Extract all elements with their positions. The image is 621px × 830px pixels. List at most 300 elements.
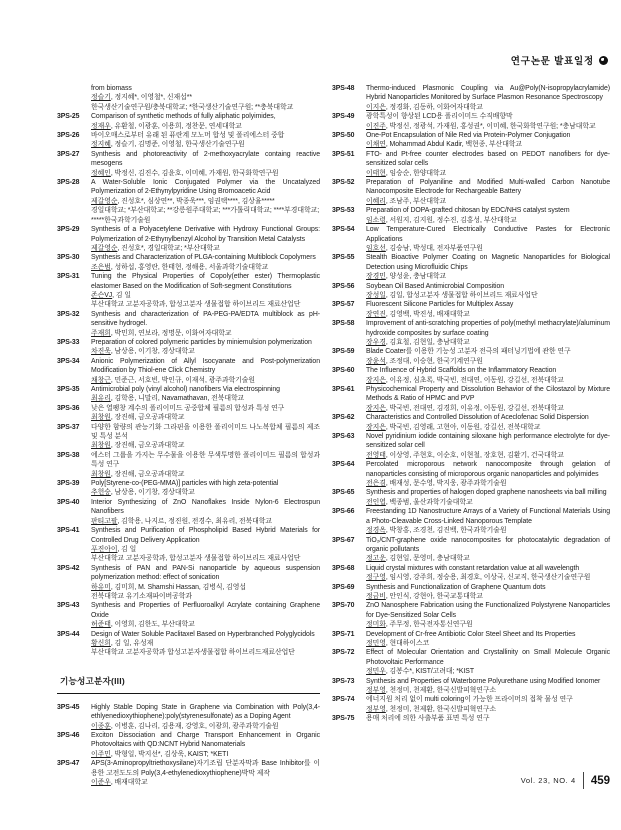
entry-authors bbox=[91, 347, 320, 356]
entry-authors bbox=[366, 291, 610, 300]
entry-body bbox=[91, 423, 320, 451]
first-author: 임호선 bbox=[366, 244, 386, 252]
entry-authors bbox=[366, 376, 610, 385]
entry-body bbox=[91, 150, 320, 178]
entry-number: 3PS-70 bbox=[332, 602, 355, 610]
coauthors: , 이유정, 심초록, 박국빈, 전대연, 이동원, 강길선, 전북대학교 bbox=[385, 376, 564, 384]
entry-body bbox=[91, 498, 320, 526]
entry-body bbox=[366, 300, 610, 319]
coauthors: , 정슬기, 김명준, 이영철, 한국생산기술연구원 bbox=[110, 141, 245, 149]
entry-number: 3PS-33 bbox=[57, 338, 80, 346]
coauthors: , 임승순, 한양대학교 bbox=[385, 169, 447, 177]
affiliation: 부산대학교 고분자공학과, 합성고분자 생물접합 하이브리드 재료산업단 bbox=[91, 301, 301, 309]
first-author: 차진욱 bbox=[91, 348, 111, 356]
coauthors: , 안인식, 강현아, 한국교통대학교 bbox=[385, 592, 483, 600]
entry-body bbox=[91, 131, 320, 150]
entry-title: A Water-Soluble Ionic Conjugated Polymer via the Uncatalyzed Polymerization of 2-Ethynylpyridine Using Bromoacetic Acid bbox=[91, 179, 320, 196]
paper-entry bbox=[332, 300, 610, 319]
paper-entry bbox=[332, 648, 610, 676]
paper-entry bbox=[332, 206, 610, 225]
first-author: 장경민 bbox=[366, 273, 386, 281]
entry-number: 3PS-27 bbox=[57, 150, 80, 158]
coauthors: , 천정미, 천제환, 한국신발피혁연구소 bbox=[385, 705, 497, 713]
first-author: 정혜인 bbox=[91, 169, 111, 177]
entry-body bbox=[366, 282, 610, 301]
entry-title: Preparation of Polyaniline and Modified Multi-walled Carbon Nanotube Nanocomposite Electrode for Rechargeable Battery bbox=[366, 179, 610, 196]
coauthors: , 진성호*, 심상연**, 박종욱***, 임권택****, 김상율***** bbox=[117, 197, 275, 205]
entry-title: Characteristics and Controlled Dissolution of Aceclofenac Solid Dispersion bbox=[366, 414, 589, 422]
page-header bbox=[511, 53, 608, 67]
entry-authors bbox=[91, 244, 320, 253]
paper-entry bbox=[332, 601, 610, 629]
entry-authors bbox=[366, 554, 610, 563]
filled-circle-icon bbox=[599, 56, 608, 65]
coauthors: , 박민희, 연보라, 정명문, 이화여자대학교 bbox=[110, 329, 232, 337]
entry-authors bbox=[366, 667, 610, 676]
first-author: 이진주 bbox=[366, 122, 386, 130]
coauthors: , 배재성, 문수영, 박지웅, 광주과학기술원 bbox=[385, 480, 507, 488]
coauthors: , 민준근, 서호빈, 박인규, 이재석, 광주과학기술원 bbox=[110, 376, 255, 384]
coauthors: , 박형일, 박지선*, 김상욱, KAIST; *KETI bbox=[110, 750, 229, 758]
first-author: 장성일 bbox=[366, 291, 386, 299]
entry-authors bbox=[91, 169, 320, 178]
entry-title: 에스터 그룹을 가지는 무수물을 이용한 무색투명한 폴리이미드 필름의 합성과 특성 연구 bbox=[91, 451, 320, 469]
entry-title: Synthesis and Properties of Perfluoroalkyl Acrylate containing Graphene Oxide bbox=[91, 602, 320, 619]
paper-entry bbox=[332, 695, 610, 714]
first-author: 장윤석 bbox=[366, 357, 386, 365]
entry-title: Anionic Polymerization of Allyl Isocyanate and Post-polymerization Modification by Thiol-ene Click Chemistry bbox=[91, 357, 320, 375]
entry-title: Thermo-induced Plasmonic Coupling via Au@Poly(N-isopropylacrylamide) Hybrid Nanoparticles Monitored by Surface Plasmon Resonance Spectroscopy bbox=[366, 85, 610, 102]
entry-title: Antimicrobial poly (vinyl alcohol) nanofibers Via electrospinning bbox=[91, 386, 280, 393]
entry-title: Preparation of colored polymeric particles by miniemulsion polymerization bbox=[91, 338, 312, 346]
entry-authors bbox=[91, 413, 320, 422]
entry-body bbox=[366, 150, 610, 178]
entry-title: Effect of Molecular Orientation and Crystallinity on Small Molecule Organic Photovoltaic Performance bbox=[366, 649, 610, 666]
paper-entry bbox=[57, 404, 320, 423]
entry-authors bbox=[91, 329, 320, 338]
paper-entry bbox=[57, 357, 320, 385]
entry-body bbox=[91, 526, 320, 564]
entry-number: 3PS-41 bbox=[57, 527, 80, 535]
first-author: 조은범 bbox=[91, 263, 111, 271]
entry-title: Synthesis and characterization of PA-PEG-PA/EDTA multiblock as pH-sensitive hydrogel. bbox=[91, 310, 320, 328]
coauthors: , 박국빈, 김영래, 고현아, 이동원, 강길선, 전북대학교 bbox=[385, 423, 541, 431]
entry-body bbox=[366, 630, 610, 649]
program-columns bbox=[57, 84, 610, 787]
entry-body bbox=[91, 479, 320, 498]
first-author: 이종훈 bbox=[91, 722, 111, 730]
entry-title: 다양한 함량의 관능기화 그라핀을 이용한 폴리이미드 나노복합체 필름의 제조 및 특성 분석 bbox=[91, 423, 320, 441]
entry-number: 3PS-43 bbox=[57, 602, 80, 610]
paper-entry bbox=[57, 731, 320, 759]
entry-title: Fluorescent Silicone Particles for Multiplex Assay bbox=[366, 301, 514, 309]
entry-authors bbox=[366, 338, 610, 347]
first-author: 제갈영순 bbox=[91, 197, 118, 205]
coauthors: , 김일, 합성고분자 생물접합 하이브리드 재료사업단 bbox=[385, 291, 538, 299]
entry-title: 낮은 열팽창 계수의 폴리이미드 공중합체 필름의 합성과 특성 연구 bbox=[91, 404, 285, 412]
section-title: 기능성고분자(III) bbox=[60, 675, 125, 686]
entry-title: 광학특성이 향상된 LCD용 폴리이미드 수직배향막 bbox=[366, 113, 513, 121]
entry-title: The Influence of Hybrid Scaffolds on the Inflammatory Reaction bbox=[366, 367, 557, 375]
affiliation: 부산대학교 고분자공학과, 합성고분자 생물접합 하이브리드 재료사업단 bbox=[91, 555, 301, 563]
first-author: 채창근 bbox=[91, 376, 111, 384]
entry-title: Poly[Styrene-co-(PEG-MMA)] particles with high zeta-potential bbox=[91, 480, 279, 488]
entry-number: 3PS-58 bbox=[332, 320, 355, 328]
entry-authors bbox=[366, 686, 610, 695]
entry-authors bbox=[366, 620, 610, 629]
entry-title: Comparison of synthetic methods of fully aliphatic polyimides, bbox=[91, 113, 276, 121]
entry-title: Design of Water Soluble Paclitaxel Based on Hyperbranched Polyglycidols bbox=[91, 630, 315, 638]
entry-authors bbox=[91, 750, 320, 759]
entry-title: 에너지원 처리 없이 multi coloring이 가능한 프라이머의 접착 물성 연구 bbox=[366, 696, 573, 704]
entry-body bbox=[366, 347, 610, 366]
entry-authors bbox=[366, 310, 610, 319]
first-author: 존슨VJ bbox=[91, 291, 113, 299]
entry-title: Synthesis and Functionalization of Graphene Quantum dots bbox=[366, 583, 546, 591]
entry-body bbox=[91, 703, 320, 731]
entry-title: Synthesis and Purification of Phospholipid Based Hybrid Materials for Controlled Drug Delivery Application bbox=[91, 527, 320, 544]
first-author: 장지은 bbox=[366, 376, 386, 384]
first-author: 장지은 bbox=[366, 404, 386, 412]
entry-authors bbox=[91, 488, 320, 497]
entry-authors bbox=[366, 451, 610, 460]
entry-number: 3PS-74 bbox=[332, 696, 355, 704]
entry-authors bbox=[366, 216, 610, 225]
paper-entry bbox=[332, 282, 610, 301]
entry-authors bbox=[366, 122, 610, 131]
entry-authors bbox=[366, 639, 610, 648]
paper-entry bbox=[57, 703, 320, 731]
coauthors: , 진성호*, 경일대학교; *부산대학교 bbox=[117, 244, 220, 252]
coauthors: , 김학용, 나지르, 정진원, 전경수, 최유리, 전북대학교 bbox=[117, 517, 272, 525]
entry-body bbox=[366, 601, 610, 629]
entry-title: Physicochemical Property and Dissolution Behavior of the Cilostazol by Mixture Methods & Ratio of HPMC and PVP bbox=[366, 386, 610, 403]
entry-number: 3PS-68 bbox=[332, 564, 355, 572]
first-author: 전인엽 bbox=[366, 498, 386, 506]
first-author: 이지은 bbox=[366, 103, 386, 111]
entry-title: FTO- and Pt-free counter electrodes based on PEDOT nanofibers for dye-sensitized solar cells bbox=[366, 150, 610, 168]
entry-authors bbox=[91, 263, 320, 272]
coauthors: , 김승남, 박성대, 전자부품연구원 bbox=[385, 244, 483, 252]
paper-entry bbox=[57, 178, 320, 225]
entry-authors bbox=[91, 394, 320, 403]
entry-number: 3PS-55 bbox=[332, 254, 355, 262]
entry-authors bbox=[91, 122, 320, 131]
entry-body bbox=[91, 338, 320, 357]
entry-body bbox=[366, 413, 610, 432]
entry-authors bbox=[91, 197, 320, 206]
coauthors: , 조정대, 이승현, 한국기계연구원 bbox=[385, 357, 483, 365]
entry-title: Liquid crystal mixtures with constant retardation value at all wavelength bbox=[366, 564, 580, 572]
first-author: 이주민 bbox=[91, 750, 111, 758]
coauthors: , 김 일, 유성재 bbox=[110, 639, 154, 647]
entry-authors bbox=[366, 244, 610, 253]
entry-title: ZnO Nanosphere Fabrication using the Functionalized Polystyrene Nanoparticles for Dye-Sensitized Solar Cells bbox=[366, 602, 610, 619]
entry-title: TiO₂/CNT-graphene oxide nanocomposites for photocatalytic degradation of organic pollutants bbox=[366, 536, 610, 553]
entry-body bbox=[366, 564, 610, 583]
entry-body bbox=[366, 319, 610, 347]
entry-body bbox=[366, 507, 610, 535]
paper-entry bbox=[57, 253, 320, 272]
coauthors: , 조남주, 부산대학교 bbox=[385, 197, 447, 205]
paper-entry bbox=[332, 319, 610, 347]
entry-number: 3PS-35 bbox=[57, 386, 80, 393]
coauthors: , 임시영, 강주희, 정승용, 최경호, 이상국, 신교직, 한국생산기술연구원 bbox=[385, 574, 591, 582]
coauthors: , 김영백, 박진성, 배재대학교 bbox=[385, 310, 470, 318]
coauthors: , 김 일 bbox=[117, 545, 137, 553]
footer-divider bbox=[583, 772, 584, 789]
entry-body bbox=[366, 488, 610, 507]
entry-title: Blade Coater를 이용한 기능성 고분자 전극의 패터닝기법에 관한 연구 bbox=[366, 348, 571, 356]
paper-entry bbox=[332, 150, 610, 178]
paper-entry bbox=[57, 338, 320, 357]
first-author: 정민영 bbox=[366, 639, 386, 647]
coauthors: , 양성윤, 충남대학교 bbox=[385, 273, 447, 281]
paper-entry bbox=[332, 583, 610, 602]
entry-body bbox=[366, 206, 610, 225]
entry-body bbox=[91, 759, 320, 787]
coauthors: , 남상용, 이기창, 경상대학교 bbox=[110, 489, 195, 497]
coauthors: , 서원지, 김지원, 정수진, 김홍성, 부산대학교 bbox=[385, 216, 517, 224]
paper-entry bbox=[332, 253, 610, 281]
entry-number: 3PS-47 bbox=[57, 760, 80, 768]
entry-number: 3PS-38 bbox=[57, 451, 80, 459]
coauthors: , 김 일 bbox=[112, 291, 131, 299]
entry-body bbox=[366, 583, 610, 602]
coauthors: , 성하섭, 홍영란, 한태현, 정해용, 서울과학기술대학교 bbox=[110, 263, 269, 271]
paper-entry bbox=[57, 759, 320, 787]
entry-authors bbox=[91, 545, 320, 554]
entry-authors bbox=[366, 169, 610, 178]
entry-body bbox=[366, 460, 610, 488]
coauthors: , 천정미, 천제환, 한국신발피혁연구소 bbox=[385, 687, 497, 694]
entry-number: 3PS-62 bbox=[332, 414, 355, 422]
entry-number: 3PS-48 bbox=[332, 85, 355, 92]
coauthors: , 이영희, 김한도, 부산대학교 bbox=[110, 621, 195, 629]
paper-entry bbox=[332, 413, 610, 432]
paper-entry bbox=[57, 630, 320, 658]
entry-authors bbox=[91, 140, 320, 149]
volume-label: Vol. 23, NO. 4 bbox=[520, 776, 576, 785]
entry-number: 3PS-66 bbox=[332, 508, 355, 516]
paper-entry bbox=[57, 423, 320, 451]
entry-authors bbox=[91, 620, 320, 629]
entry-body bbox=[91, 357, 320, 385]
entry-authors bbox=[91, 291, 320, 300]
entry-number: 3PS-29 bbox=[57, 226, 80, 234]
entry-body bbox=[91, 84, 320, 112]
first-author: 정지혜 bbox=[91, 141, 111, 149]
coauthors: , 장진해, 금오공과대학교 bbox=[110, 442, 185, 450]
coauthors: , 유환철, 이광훈, 이용희, 정찬문, 연세대학교 bbox=[110, 122, 242, 130]
entry-authors bbox=[366, 197, 610, 206]
entry-authors bbox=[91, 93, 320, 102]
first-author: 정슬기 bbox=[91, 94, 111, 102]
coauthors: , 주무정, 한국전자통신연구원 bbox=[385, 621, 473, 629]
paper-entry bbox=[332, 488, 610, 507]
entry-number: 3PS-37 bbox=[57, 423, 80, 431]
entry-authors bbox=[91, 517, 320, 526]
first-author: 최창원 bbox=[91, 442, 111, 450]
entry-number: 3PS-60 bbox=[332, 367, 355, 375]
paper-entry bbox=[332, 84, 610, 112]
entry-authors bbox=[366, 103, 610, 112]
entry-number: 3PS-64 bbox=[332, 461, 355, 469]
first-author: 장지은 bbox=[366, 423, 386, 431]
paper-entry bbox=[332, 112, 610, 131]
entry-title: Novel pyridinium iodide containing siloxane high performance electrolyte for dye-sensitized solar cell bbox=[366, 433, 610, 450]
paper-entry bbox=[57, 526, 320, 564]
paper-entry bbox=[332, 178, 610, 206]
first-author: 푸진아이 bbox=[91, 545, 118, 553]
first-author: 정고운 bbox=[366, 555, 386, 563]
coauthors: , 박국빈, 전대연, 김경희, 이유정, 이동원, 강길선, 전북대학교 bbox=[385, 404, 564, 412]
coauthors: , 정경화, 김동하, 이화여자대학교 bbox=[385, 103, 483, 111]
paper-entry bbox=[332, 714, 610, 723]
affiliation: 경일대학교; *부산대학교; **강릉원주대학교; ***가톨릭대학교; ****부경대학교; *****한국과학기술원 bbox=[91, 207, 320, 224]
entry-authors bbox=[366, 526, 610, 535]
entry-body bbox=[366, 536, 610, 564]
entry-number: 3PS-36 bbox=[57, 404, 80, 412]
entry-number: 3PS-59 bbox=[332, 348, 355, 356]
entry-number: 3PS-57 bbox=[332, 301, 355, 309]
first-author: 정민우 bbox=[366, 668, 386, 676]
paper-entry bbox=[332, 366, 610, 385]
coauthors: , 김미희, M. Shamshi Hassan, 김병식, 김영섭 bbox=[110, 583, 247, 591]
paper-entry bbox=[332, 131, 610, 150]
entry-body bbox=[366, 84, 610, 112]
entry-number: 3PS-67 bbox=[332, 536, 355, 544]
coauthors: , 남상용, 이기창, 경상대학교 bbox=[110, 348, 195, 356]
entry-body bbox=[366, 714, 610, 723]
entry-title: Synthesis and properties of halogen doped graphene nanosheets via ball milling bbox=[366, 489, 607, 497]
entry-body bbox=[366, 695, 610, 714]
entry-authors bbox=[366, 423, 610, 432]
entry-body bbox=[91, 385, 320, 404]
entry-number: 3PS-50 bbox=[332, 132, 355, 140]
page-number: 459 bbox=[590, 774, 610, 787]
entry-title: Improvement of anti-scratching properties of poly(methyl methacrylate)/aluminum hydroxide composites by surface coating bbox=[366, 320, 610, 337]
paper-entry bbox=[57, 150, 320, 178]
entry-body bbox=[366, 131, 610, 150]
coauthors: , 김학용, 니말리, Navamathavan, 전북대학교 bbox=[110, 395, 245, 403]
coauthors: , 장진해, 금오공과대학교 bbox=[110, 414, 185, 422]
entry-title: Preparation of DOPA-grafted chitosan by EDC/NHS catalyst system bbox=[366, 207, 570, 215]
affiliation: 한국생산기술연구원/충북대학교; *한국생산기술연구원; **충북대학교 bbox=[91, 103, 294, 111]
paper-entry bbox=[332, 460, 610, 488]
paper-entry bbox=[57, 112, 320, 131]
entry-title: Freestanding 1D Nanostructure Arrays of a Variety of Functional Materials Using a Photo-Cleavable Cross-Linked Nanoporous Template bbox=[366, 508, 610, 525]
entry-body bbox=[91, 404, 320, 423]
entry-number: 3PS-71 bbox=[332, 630, 355, 638]
entry-title: Synthesis and photoreactivity of 2-methoxyacrylate containg reactive mesogens bbox=[91, 150, 320, 168]
paper-entry bbox=[332, 630, 610, 649]
first-author: 이채연 bbox=[366, 141, 386, 149]
entry-authors bbox=[366, 592, 610, 601]
first-author: 최유리 bbox=[91, 395, 111, 403]
entry-number: 3PS-42 bbox=[57, 564, 80, 572]
first-author: 정재우 bbox=[91, 122, 111, 130]
coauthors: , 김효철, 김현일, 충남대학교 bbox=[385, 338, 470, 346]
entry-authors bbox=[366, 498, 610, 507]
paper-entry bbox=[57, 131, 320, 150]
entry-body bbox=[366, 385, 610, 413]
entry-body bbox=[91, 253, 320, 272]
paper-entry bbox=[332, 677, 610, 696]
entry-title: Tuning the Physical Properties of Copoly(ether ester) Thermoplastic elastomer Based on the Modification of Soft-segment Constitutions bbox=[91, 273, 320, 290]
entry-title: from biomass bbox=[91, 85, 132, 92]
first-author: 제갈영순 bbox=[91, 244, 118, 252]
coauthors: , 박창홍, 조경천, 김진백, 한국과학기술원 bbox=[385, 527, 507, 535]
entry-number: 3PS-53 bbox=[332, 207, 355, 215]
entry-number: 3PS-31 bbox=[57, 273, 80, 281]
paper-entry bbox=[57, 84, 320, 112]
first-author: 정부영 bbox=[366, 705, 386, 713]
entry-body bbox=[91, 630, 320, 658]
entry-number: 3PS-32 bbox=[57, 310, 80, 318]
first-author: 전은겸 bbox=[366, 480, 386, 488]
paper-entry bbox=[57, 479, 320, 498]
paper-entry bbox=[332, 564, 610, 583]
entry-authors bbox=[91, 376, 320, 385]
paper-entry bbox=[332, 385, 610, 413]
entry-title: Highly Stable Doping State in Graphene via Combination with Poly(3,4-ethlyenedioxythiophene):poly(styrenesulfonate) as a Doping Agent bbox=[91, 703, 320, 721]
entry-number: 3PS-30 bbox=[57, 254, 80, 262]
entry-authors bbox=[91, 470, 320, 479]
first-author: 정부영 bbox=[366, 687, 386, 694]
paper-entry bbox=[332, 536, 610, 564]
paper-entry bbox=[332, 507, 610, 535]
entry-number: 3PS-46 bbox=[57, 732, 80, 739]
entry-body bbox=[366, 366, 610, 385]
first-author: 주재희 bbox=[91, 329, 111, 337]
coauthors: , 이상영, 주현호, 이순호, 이현철, 장호현, 김환기, 건국대학교 bbox=[385, 451, 564, 459]
coauthors: , 박정신, 김진수, 김윤호, 이미혜, 가재원, 한국화학연구원 bbox=[110, 169, 279, 177]
entry-title: Exciton Dissociation and Charge Transport Enhancement in Organic Photovoltaics with QD:NCNT Hybrid Nanomaterials bbox=[91, 732, 320, 749]
paper-entry bbox=[332, 432, 610, 460]
first-author: 이준우 bbox=[91, 779, 111, 787]
entry-number: 3PS-72 bbox=[332, 649, 355, 657]
entry-authors bbox=[91, 722, 320, 731]
first-author: 정미화 bbox=[366, 621, 386, 629]
first-author: 이태현 bbox=[366, 169, 386, 177]
first-author: 황신희 bbox=[91, 639, 111, 647]
entry-number: 3PS-69 bbox=[332, 583, 355, 591]
entry-title: Synthesis and Properties of Waterborne Polyurethane using Modified Ionomer bbox=[366, 677, 601, 685]
first-author: 최창원 bbox=[91, 470, 111, 478]
entry-title: Percolated microporous network nanocomposite through gelation of nanoparticles consisting of microporous organic nanoparticles and polyimides bbox=[366, 461, 610, 478]
entry-authors bbox=[91, 639, 320, 648]
entry-body bbox=[366, 432, 610, 460]
entry-number: 3PS-25 bbox=[57, 113, 80, 121]
entry-authors bbox=[91, 583, 320, 592]
entry-number: 3PS-26 bbox=[57, 132, 80, 140]
coauthors: , 김봉수*, KIST/고려대; *KIST bbox=[385, 668, 475, 676]
entry-authors bbox=[366, 272, 610, 281]
entry-number: 3PS-54 bbox=[332, 226, 355, 234]
entry-title: 바이오매스로부터 유래 된 퓨란계 모노머 합성 및 폴리에스터 중합 bbox=[91, 132, 285, 140]
entry-body bbox=[91, 272, 320, 310]
first-author: 허준태 bbox=[91, 621, 111, 629]
first-author: 최창원 bbox=[91, 414, 111, 422]
coauthors: , 장진해, 금오공과대학교 bbox=[110, 470, 185, 478]
first-author: 장연진 bbox=[366, 310, 386, 318]
paper-entry bbox=[57, 601, 320, 629]
entry-title: Soybean Oil Based Antimicrobial Composition bbox=[366, 282, 505, 290]
entry-body bbox=[91, 310, 320, 338]
entry-authors bbox=[366, 404, 610, 413]
entry-body bbox=[366, 112, 610, 131]
